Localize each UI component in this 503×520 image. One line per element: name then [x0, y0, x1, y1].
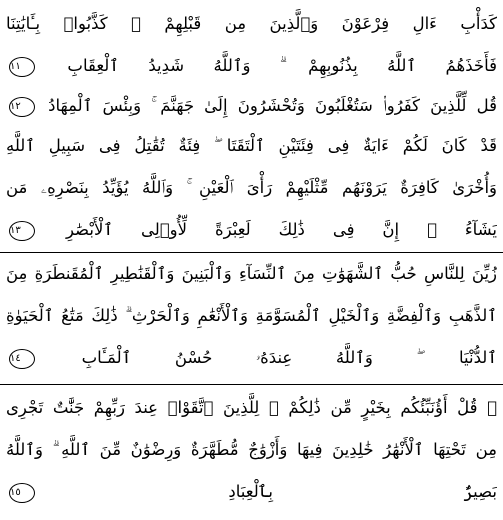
ayah-number-marker: ١٤ [9, 349, 35, 369]
verse-line-10 [6, 388, 497, 428]
ayah-number-marker: ١١ [9, 57, 35, 77]
verse-line-3 [6, 86, 497, 126]
verse-line-12 [6, 472, 497, 512]
verse-line-9 [6, 338, 497, 378]
verse-text: مِن تَحْتِهَا ٱلْأَنْهَٰرُ خَٰلِدِينَ فِيهَا وَأَزْوَٰجٌ مُّطَهَّرَةٌ وَرِضْوَٰنٌ مِّنَ ٱللَّهِ ۗ وَٱللَّهُ [6, 440, 497, 459]
verse-text: فَأَخَذَهُمُ ٱللَّهُ بِذُنُوبِهِمْ ۗ وَٱللَّهُ شَدِيدُ ٱلْعِقَابِ [67, 56, 497, 75]
ayah-number-marker: ١٢ [9, 97, 35, 117]
verse-text: ٱلذَّهَبِ وَٱلْفِضَّةِ وَٱلْخَيْلِ ٱلْمُسَوَّمَةِ وَٱلْأَنْعَٰمِ وَٱلْحَرْثِ ۗ ذَٰلِكَ مَتَٰعُ ٱلْحَيَوٰةِ [6, 306, 497, 325]
verse-text: كَدَأْبِ ءَالِ فِرْعَوْنَ وَٱلَّذِينَ مِن قَبْلِهِمْ ۚ كَذَّبُوا۟ بِـَٔايَٰتِنَا [6, 14, 497, 33]
ayah-number-marker: ١٥ [9, 483, 35, 503]
verse-line-4 [6, 126, 497, 166]
verse-line-5 [6, 168, 497, 208]
verse-line-7 [6, 254, 497, 294]
verse-text: زُيِّنَ لِلنَّاسِ حُبُّ ٱلشَّهَوَٰتِ مِنَ ٱلنِّسَآءِ وَٱلْبَنِينَ وَٱلْقَنَٰطِيرِ ٱلْمُقَنطَرَةِ مِنَ [6, 264, 497, 283]
verse-text: قُل لِّلَّذِينَ كَفَرُوا۟ سَتُغْلَبُونَ وَتُحْشَرُونَ إِلَىٰ جَهَنَّمَ ۚ وَبِئْسَ ٱلْمِهَادُ [48, 96, 497, 115]
ayah-number-marker: ١٣ [9, 221, 35, 241]
verse-text: قَدْ كَانَ لَكُمْ ءَايَةٌ فِى فِئَتَيْنِ ٱلْتَقَتَا ۖ فِئَةٌ تُقَٰتِلُ فِى سَبِيلِ ٱللَّهِ [6, 136, 497, 155]
verse-line-6 [6, 210, 497, 250]
verse-text: ٱلدُّنْيَا ۖ وَٱللَّهُ عِندَهُۥ حُسْنُ ٱلْمَـَٔابِ [81, 348, 497, 367]
verse-text: وَأُخْرَىٰ كَافِرَةٌ يَرَوْنَهُم مِّثْلَيْهِمْ رَأْىَ ٱلْعَيْنِ ۚ وَٱللَّهُ يُؤَيِّدُ بِنَصْرِهِۦ مَن [6, 178, 497, 197]
verse-line-1 [6, 4, 497, 44]
verse-text: يَشَآءُ ۗ إِنَّ فِى ذَٰلِكَ لَعِبْرَةً لِّأُو۟لِى ٱلْأَبْصَٰرِ [65, 220, 497, 239]
verse-line-11 [6, 430, 497, 470]
verse-text: بَصِيرٌۢ بِٱلْعِبَادِ [228, 482, 497, 501]
section-divider [0, 252, 503, 253]
verse-line-8 [6, 296, 497, 336]
section-divider [0, 384, 503, 385]
verse-line-2 [6, 46, 497, 86]
verse-text: ۞ قُلْ أَؤُنَبِّئُكُم بِخَيْرٍ مِّن ذَٰلِكُمْ ۚ لِلَّذِينَ ٱتَّقَوْا۟ عِندَ رَبِّهِمْ جَنَّٰتٌ تَجْرِى [6, 398, 497, 417]
